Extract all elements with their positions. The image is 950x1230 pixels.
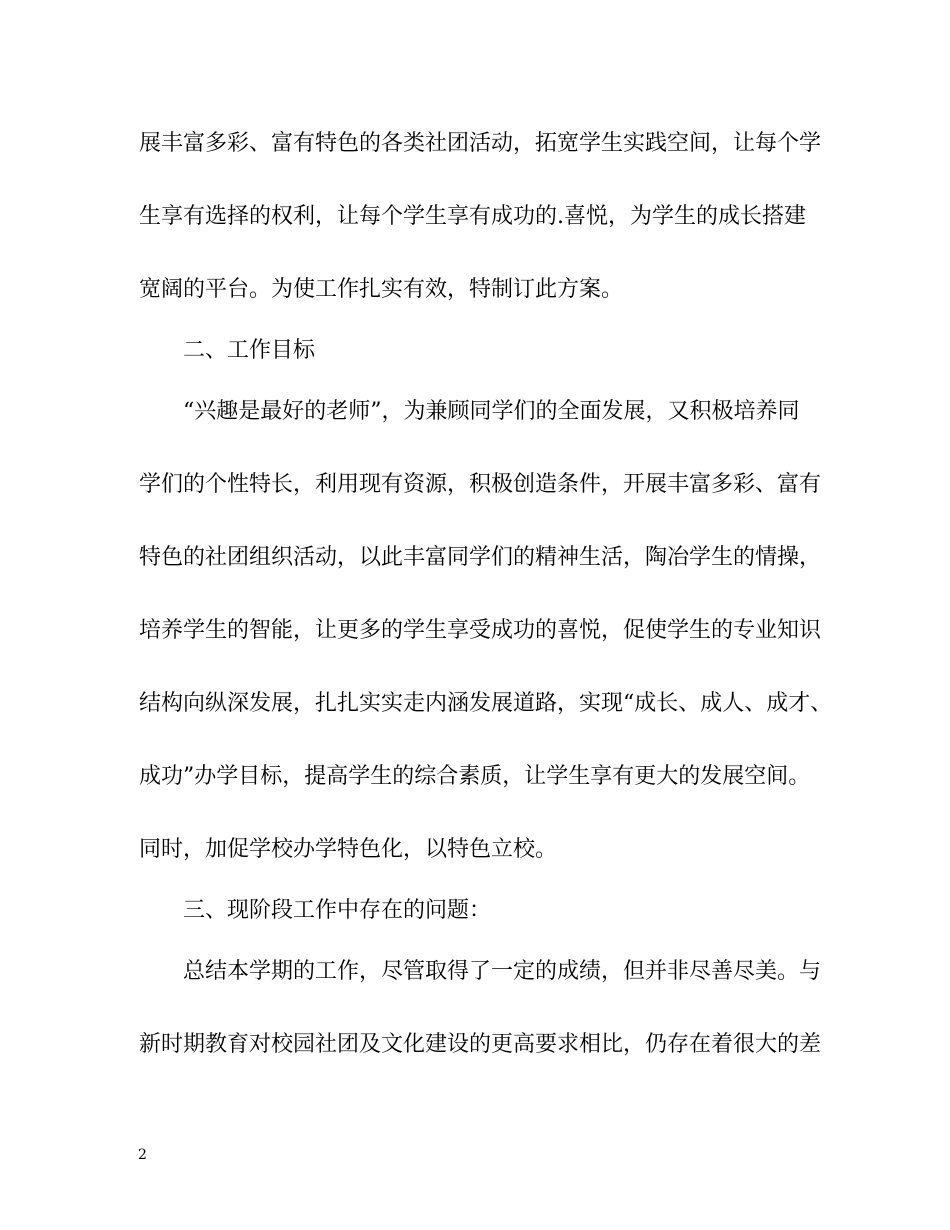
text-line: 生享有选择的权利，让每个学生享有成功的.喜悦，为学生的成长搭建 bbox=[139, 204, 806, 229]
text-line: 培养学生的智能，让更多的学生享受成功的喜悦，促使学生的专业知识 bbox=[139, 618, 822, 643]
section-heading: 三、现阶段工作中存在的问题： bbox=[183, 898, 492, 923]
text-line: 新时期教育对校园社团及文化建设的更高要求相比，仍存在着很大的差 bbox=[139, 1032, 822, 1057]
text-line: 宽阔的平台。为使工作扎实有效，特制订此方案。 bbox=[139, 277, 624, 302]
page-number: 2 bbox=[138, 1147, 147, 1163]
text-line: 特色的社团组织活动，以此丰富同学们的精神生活，陶冶学生的情操， bbox=[139, 545, 822, 570]
text-line: 总结本学期的工作，尽管取得了一定的成绩，但并非尽善尽美。与 bbox=[183, 959, 822, 984]
text-line: “兴趣是最好的老师”，为兼顾同学们的全面发展，又积极培养同 bbox=[183, 399, 800, 424]
text-line: 同时，加促学校办学特色化，以特色立校。 bbox=[139, 837, 558, 862]
text-line: 学们的个性特长，利用现有资源，积极创造条件，开展丰富多彩、富有 bbox=[139, 472, 822, 497]
text-line: 结构向纵深发展，扎扎实实走内涵发展道路，实现“成长、成人、成才、 bbox=[139, 691, 833, 716]
text-line: 展丰富多彩、富有特色的各类社团活动，拓宽学生实践空间，让每个学 bbox=[139, 131, 822, 156]
section-heading: 二、工作目标 bbox=[183, 338, 316, 363]
text-line: 成功”办学目标，提高学生的综合素质，让学生享有更大的发展空间。 bbox=[139, 764, 811, 789]
